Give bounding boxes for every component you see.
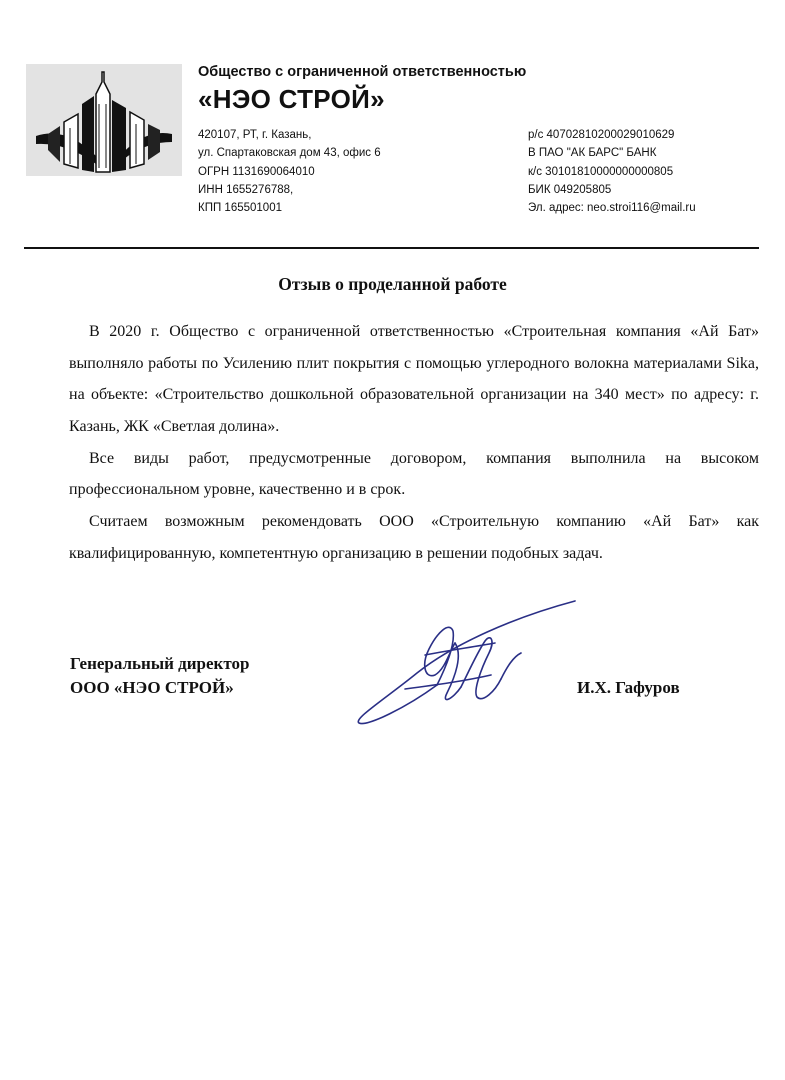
address-line: ул. Спартаковская дом 43, офис 6 [198,147,381,160]
handwritten-signature-icon [345,595,585,735]
bank-name-line: В ПАО "АК БАРС" БАНК [528,147,657,160]
address-line: 420107, РТ, г. Казань, [198,129,312,141]
company-name: «НЭО СТРОЙ» [198,84,385,114]
body-paragraph: В 2020 г. Общество с ограниченной ответственностью «Строительная компания «Ай Бат» выполняло работы по Усилению плит покрытия с помощью углеродного волокна материалами Sika, на объекте: «Строительство дошкольной образовательной организации на 340 мест» по адресу: г. Казань, ЖК «Светлая долина». [69,323,759,435]
signatory-position: Генеральный директор [70,654,250,673]
ogrn-line: ОГРН 1131690064010 [198,165,315,178]
corr-account-line: к/с 30101810000000000805 [528,165,674,178]
body-paragraph: Все виды работ, предусмотренные договором, компания выполнила на высоком профессиональном уровне, качественно и в срок. [69,449,759,498]
building-skyscraper-logo-icon [26,64,182,176]
account-line: р/с 40702810200029010629 [528,129,675,141]
bik-line: БИК 049205805 [528,183,612,196]
kpp-line: КПП 165501001 [198,202,282,215]
company-address-block [198,126,381,217]
letterhead-divider [24,247,759,249]
company-legal-form: Общество с ограниченной ответственностью [198,64,527,80]
company-logo [26,64,182,176]
signer-name: И.Х. Гафуров [577,678,680,697]
document-title: Отзыв о проделанной работе [278,274,507,294]
bank-details-block [528,126,696,217]
signatory-title [70,652,249,700]
body-paragraph: Считаем возможным рекомендовать ООО «Строительную компанию «Ай Бат» как квалифицированную, компетентную организацию в решении подобных задач. [69,513,759,562]
signature [345,595,585,735]
inn-line: ИНН 1655276788, [198,183,294,196]
document-body [69,316,759,570]
signatory-organization: ООО «НЭО СТРОЙ» [70,678,234,697]
email-line: Эл. адрес: neo.stroi116@mail.ru [528,202,696,215]
